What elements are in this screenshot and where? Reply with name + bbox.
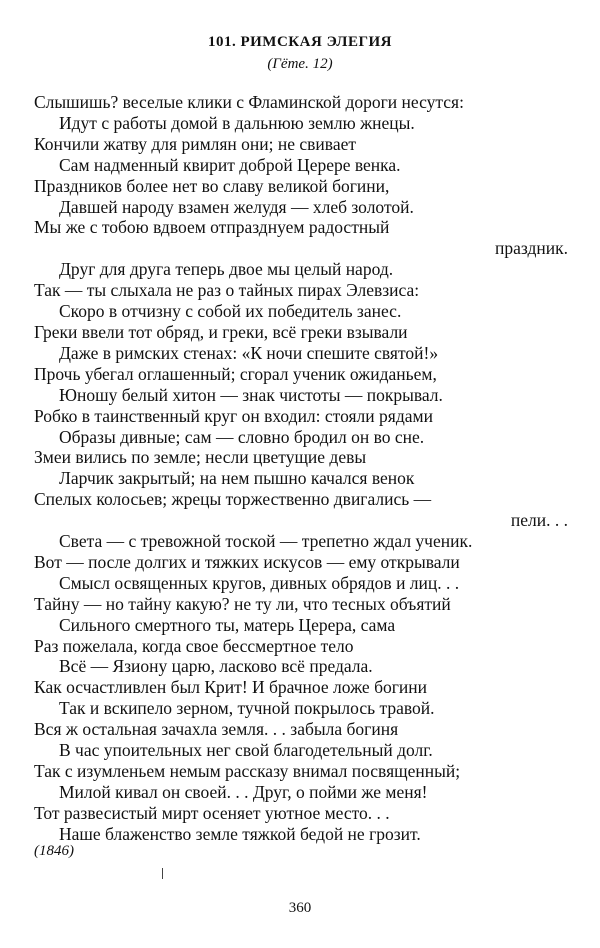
poem-line: Наше блаженство земле тяжкой бедой не грозит. xyxy=(59,823,421,844)
poem-line: Вот — после долгих и тяжких искусов — ему открывали xyxy=(34,551,460,572)
poem-line: Ларчик закрытый; на нем пышно качался венок xyxy=(59,468,415,489)
poem-line: В час упоительных нег свой благодетельный долг. xyxy=(59,740,433,761)
poem-line: Идут с работы домой в дальнюю землю жнецы. xyxy=(59,112,415,133)
poem-title: 101. РИМСКАЯ ЭЛЕГИЯ xyxy=(207,34,393,50)
poem-line: Греки ввели тот обряд, и греки, всё греки взывали xyxy=(34,321,408,342)
poem-line: Сам надменный квирит доброй Церере венка. xyxy=(59,154,401,175)
poem-line: Всё — Язиону царю, ласково всё предала. xyxy=(59,656,373,677)
poem-line: Скоро в отчизну с собой их победитель занес. xyxy=(59,301,402,322)
poem-date: (1846) xyxy=(34,843,74,859)
poem-line: Прочь убегал оглашенный; сгорал ученик ожиданьем, xyxy=(34,363,437,384)
poem-line: Праздников более нет во славу великой богини, xyxy=(34,175,390,196)
poem-line: Кончили жатву для римлян они; не свивает xyxy=(34,133,357,154)
poem-line: Так — ты слыхала не раз о тайных пирах Элевзиса: xyxy=(34,280,420,301)
poem-line: Юношу белый хитон — знак чистоты — покрывал. xyxy=(59,384,443,405)
poem-line: Образы дивные; сам — словно бродил он во сне. xyxy=(59,426,425,447)
poem-line: Как осчастливлен был Крит! И брачное ложе богини xyxy=(34,677,427,698)
page-number: 360 xyxy=(288,900,312,916)
poem-line: Милой кивал он своей. . . Друг, о пойми же меня! xyxy=(59,781,428,802)
poem-line: Тот развесистый мирт осеняет уютное место. . . xyxy=(34,802,390,823)
poem-line: Друг для друга теперь двое мы целый народ. xyxy=(59,259,394,280)
print-mark xyxy=(162,868,163,879)
poem-line: Так и вскипело зерном, тучной покрылось травой. xyxy=(59,698,435,719)
poem-line: Света — с тревожной тоской — трепетно ждал ученик. xyxy=(59,531,473,552)
poem-line: пели. . . xyxy=(510,510,568,531)
poem-line: Робко в таинственный круг он входил: стояли рядами xyxy=(34,405,433,426)
poem-line: Змеи вились по земле; несли цветущие девы xyxy=(34,447,367,468)
poem-subtitle: (Гёте. 12) xyxy=(267,56,333,72)
poem-line: Тайну — но тайну какую? не ту ли, что тесных объятий xyxy=(34,593,451,614)
poem-line: Так с изумленьем немым рассказу внимал посвященный; xyxy=(34,761,461,781)
poem-line: Спелых колосьев; жрецы торжественно двигались — xyxy=(34,489,432,510)
poem-line: Слышишь? веселые клики с Фламинской дороги несутся: xyxy=(34,92,464,112)
poem-line: праздник. xyxy=(495,238,568,259)
poem-body xyxy=(34,92,568,845)
poem-line: Смысл освященных кругов, дивных обрядов и лиц. . . xyxy=(59,572,460,593)
poem-line: Давшей народу взамен желудя — хлеб золотой. xyxy=(59,196,414,217)
poem-line: Вся ж остальная зачахла земля. . . забыла богиня xyxy=(34,719,399,740)
poem-line: Мы же с тобою вдвоем отпразднуем радостный xyxy=(34,217,390,238)
poem-line: Раз пожелала, когда свое бессмертное тело xyxy=(34,635,354,656)
poem-line: Сильного смертного ты, матерь Церера, сама xyxy=(59,614,396,635)
poem-line: Даже в римских стенах: «К ночи спешите святой!» xyxy=(59,342,439,363)
